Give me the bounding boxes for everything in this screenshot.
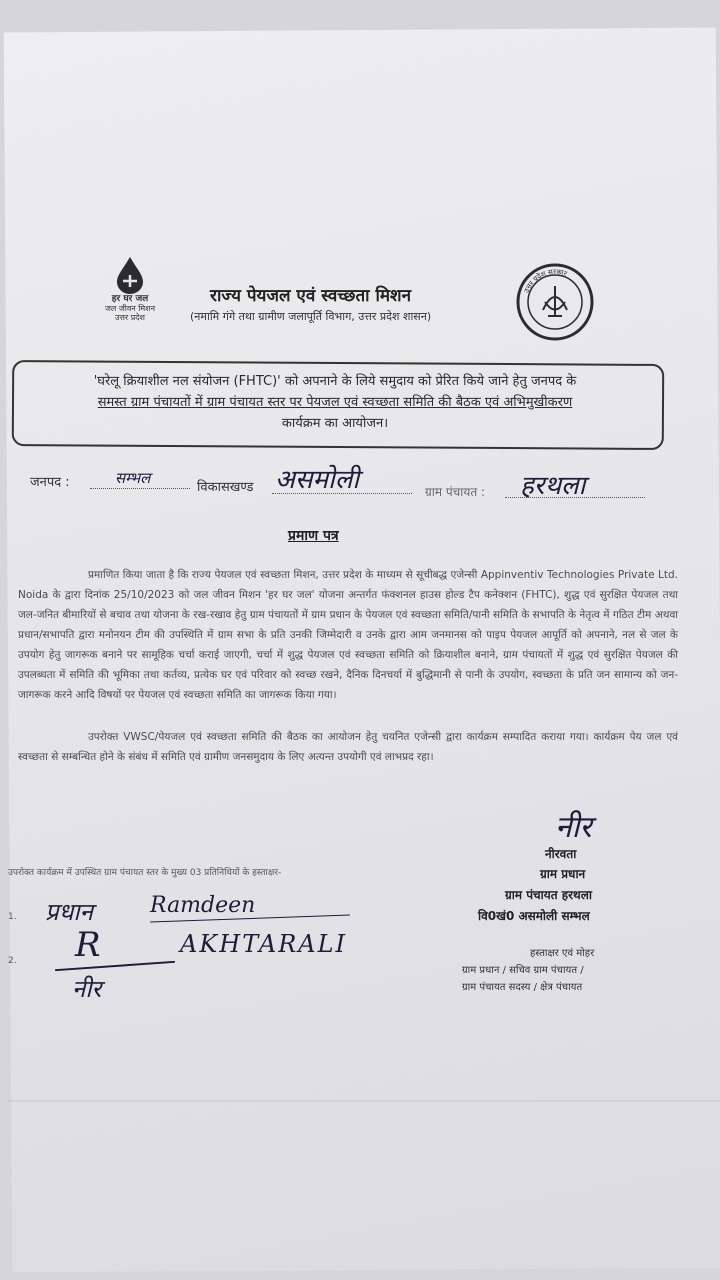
seal-text: उत्तर प्रदेश सरकार <box>522 267 568 295</box>
notice-line-1: 'घरेलू क्रियाशील नल संयोजन (FHTC)' को अपनाने के लिये समुदाय को प्रेरित किये जाने हेतु जनपद के <box>93 374 577 389</box>
signature-2-mark: R <box>75 925 101 965</box>
district-label: जनपद : <box>30 475 70 490</box>
up-government-seal <box>515 262 595 346</box>
logo-caption-2: जल जीवन मिशन <box>104 304 156 313</box>
pradhan-designation: ग्राम प्रधान <box>540 867 586 881</box>
signature-3: नीर <box>72 975 102 1003</box>
sign-title-3: ग्राम पंचायत सदस्य / क्षेत्र पंचायत <box>462 982 583 993</box>
pradhan-panchayat: ग्राम पंचायत हरथला <box>505 888 592 902</box>
notice-text <box>30 371 640 434</box>
svg-text:उत्तर प्रदेश सरकार <box>523 268 568 294</box>
sig-num-2: 2. <box>8 956 17 966</box>
notice-line-2: समस्त ग्राम पंचायतों में ग्राम पंचायत स्तर पर पेयजल एवं स्वच्छता समिति की बैठक एवं अभिमुखीकरण <box>97 395 573 410</box>
certificate-heading: प्रमाण पत्र <box>288 528 339 544</box>
signature-1-ramdeen: Ramdeen <box>150 893 256 918</box>
certificate-paragraph-1: प्रमाणित किया जाता है कि राज्य पेयजल एवं स्वच्छता मिशन, उत्तर प्रदेश के माध्यम से सूचीबद्ध एजेन्सी Appinventiv Technologies Private Ltd. Noida के द्वारा दिनांक 25/10/2023 को जल जीवन मिशन 'हर घर जल' योजना अन्तर्गत फंक्शनल हाउस होल्ड टैप कनेक्शन (FHTC), शुद्ध एवं सुरक्षित पेयजल तथा जल-जनित बीमारियों से बचाव तथा योजना के रख-रखाव हेतु ग्राम पंचायतों में ग्राम प्रधान के पेयजल एवं स्वच्छता समिति/पानी समिति के सभापति के नेतृत्व में गठित टीम अथवा प्रधान/सभापति द्वारा मनोनयन टीम की उपस्थिति में ग्राम सभा के प्रति उनकी जिम्मेदारी व उनके द्वारा आम जनमानस को पाइप पेयजल आपूर्ति को अपनाने, नल से जल के उपयोग हेतु जागरूक बनाने पर सामूहिक चर्चा कराई जाएगी, चर्चा में शुद्ध पेयजल एवं स्वच्छता समिति को क्रियाशील बनाने, ग्राम पंचायतों में शुद्ध एवं सुरक्षित पेयजल की उपलब्धता में समिति की भूमिका तथा कर्तव्य, प्रत्येक घर एवं परिवार को स्वच्छ रखने, दैनिक दिनचर्या में बुद्धिमानी से पानी के उपयोग, स्वच्छता के प्रति जन सामान्य को जन-जागरूक करने आदि विषयों पर पेयजल एवं स्वच्छता समिति का जागरूक किया गया। <box>18 569 678 701</box>
page-title: राज्य पेयजल एवं स्वच्छता मिशन <box>210 286 412 306</box>
pradhan-name: नीरवता <box>545 847 577 861</box>
signature-2-akhtarali: AKHTARALI <box>180 930 348 958</box>
certificate-paragraph-2: उपरोक्त VWSC/पेयजल एवं स्वच्छता समिति की बैठक का आयोजन हेतु चयनित एजेन्सी द्वारा कार्यक्रम सम्पादित कराया गया। कार्यक्रम पेय जल एवं स्वच्छता से सम्बन्धित होने के संबंध में समिति एवं ग्रामीण जनसमुदाय के लिए अत्यन्त उपयोगी एवं लाभप्रद रहा। <box>18 731 678 763</box>
sig-num-1: 1. <box>8 912 17 922</box>
panchayat-label: ग्राम पंचायत : <box>425 485 486 499</box>
har-ghar-jal-logo <box>95 255 165 322</box>
representatives-note: उपरोक्त कार्यक्रम में उपस्थित ग्राम पंचायत स्तर के मुख्य 03 प्रतिनिधियों के हस्ताक्षर- <box>8 868 282 878</box>
district-underline <box>90 488 190 489</box>
pradhan-signature: नीर <box>555 810 592 845</box>
block-label: विकासखण्ड <box>197 480 254 495</box>
sign-title-1: हस्ताक्षर एवं मोहर <box>530 948 595 959</box>
panchayat-value: हरथला <box>520 471 586 501</box>
sign-title-2: ग्राम प्रधान / सचिव ग्राम पंचायत / <box>462 965 584 976</box>
logo-caption-3: उत्तर प्रदेश <box>115 313 145 322</box>
paper-fold <box>8 1100 720 1102</box>
water-drop-icon <box>113 255 147 295</box>
signature-1-pradhan: प्रधान <box>45 898 93 926</box>
block-value: असमोली <box>275 465 360 495</box>
district-value: सम्भल <box>115 469 151 487</box>
page-subtitle: (नमामि गंगे तथा ग्रामीण जलापूर्ति विभाग, उत्तर प्रदेश शासन) <box>190 310 432 323</box>
logo-caption-1: हर घर जल <box>111 294 149 304</box>
notice-line-3: कार्यक्रम का आयोजन। <box>281 416 389 431</box>
pradhan-block: वि0खं0 असमोली सम्भल <box>478 909 590 923</box>
